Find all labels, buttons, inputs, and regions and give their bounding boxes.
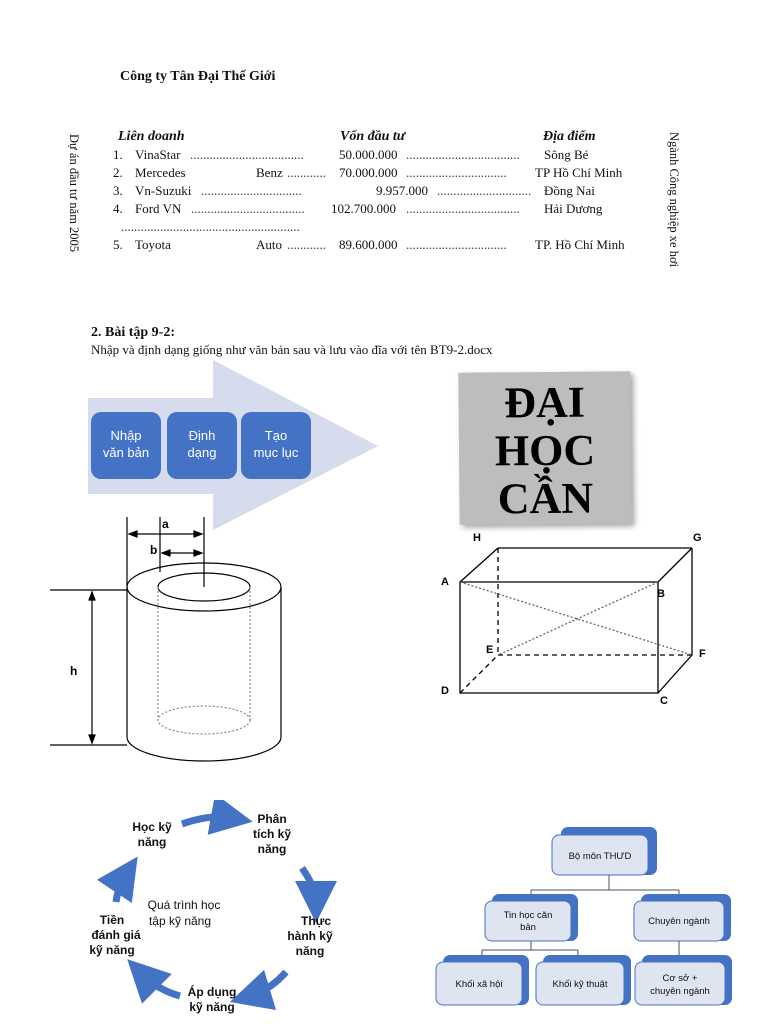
section-title: 2. Bài tập 9-2: — [91, 325, 175, 340]
table-row: 2. Mercedes Benz ............ 70.000.000 ............................... TP Hồ Chí Minh — [113, 165, 623, 180]
cycle-node-label: năng — [137, 835, 167, 849]
cycle-node-label: Áp dụng — [187, 985, 237, 999]
process-step-label: dạng — [187, 445, 217, 460]
row-name: VinaStar — [135, 147, 181, 162]
process-diagram — [88, 360, 418, 530]
org-node-label: bản — [520, 922, 536, 933]
org-node-label: Khối kỹ thuật — [552, 979, 608, 990]
cycle-node-label: Tiền — [99, 913, 125, 927]
row-capital: 50.000.000 — [339, 147, 398, 162]
row-place: Đồng Nai — [544, 183, 595, 198]
org-node-label: Bộ môn THƯD — [568, 851, 632, 862]
row-name-cont: Benz — [256, 165, 283, 180]
cycle-node-label: năng — [295, 944, 325, 958]
row-number: 5. — [113, 237, 123, 252]
wordart-line: HỌC — [494, 425, 596, 476]
row-name: Mercedes — [135, 165, 186, 180]
table-row: 3. Vn-Suzuki ............................... 9.957.000 ............................. Đồng Nai — [113, 183, 595, 198]
row-name: Vn-Suzuki — [135, 183, 192, 198]
side-text-right: Ngành Công nghiệp xe hơi — [667, 132, 681, 268]
wordart-line: CẦN — [497, 473, 594, 524]
process-step-3 — [241, 412, 311, 479]
row-number: 3. — [113, 183, 123, 198]
org-chart — [430, 820, 750, 1020]
vertex-C: C — [660, 695, 668, 707]
vertex-B: B — [657, 588, 665, 600]
org-node-label: Cơ sở + — [662, 973, 698, 984]
row-place: TP Hồ Chí Minh — [535, 165, 623, 180]
cycle-node-label: kỹ năng — [89, 943, 135, 957]
header-location: Địa điểm — [543, 129, 596, 144]
org-node-level3 — [536, 955, 631, 1005]
row-capital: 70.000.000 — [339, 165, 398, 180]
cycle-node-label: Phân — [257, 812, 287, 826]
org-node-label: Tin học căn — [503, 910, 553, 921]
cycle-arrow — [250, 972, 286, 996]
cycle-arrow — [182, 817, 232, 824]
cycle-arrow — [116, 874, 126, 902]
org-node-level3 — [635, 955, 732, 1005]
process-step-label: Tạo — [264, 428, 288, 443]
cycle-node-label: Thực — [300, 914, 332, 928]
header-capital: Vốn đầu tư — [340, 129, 406, 144]
cycle-node-label: đánh giá — [91, 928, 141, 942]
table-continuation: ....................................................... — [121, 219, 300, 234]
table-row: 5. Toyota Auto ............ 89.600.000 ............................... TP. Hồ Chí Minh — [113, 237, 625, 252]
cylinder-diagram — [50, 512, 350, 762]
table-row: 4. Ford VN ................................... 102.700.000 ................................... Hải Dương — [113, 201, 603, 216]
label-h: h — [70, 664, 78, 678]
process-step-label: văn bản — [102, 445, 150, 460]
vertex-E: E — [486, 644, 494, 656]
org-node-level3 — [436, 955, 529, 1005]
cycle-arrow — [302, 868, 316, 902]
label-a: a — [162, 517, 169, 531]
row-capital: 9.957.000 — [376, 183, 428, 198]
instruction-text: Nhập và định dạng giống như văn bản sau và lưu vào đĩa với tên BT9-2.docx — [91, 342, 493, 357]
row-name-cont: Auto — [256, 237, 282, 252]
org-node-level2 — [634, 894, 731, 941]
box-diagram — [430, 525, 720, 715]
cycle-center-label: Quá trình học — [147, 898, 221, 912]
process-step-label: Định — [188, 428, 216, 443]
cycle-node-label: hành kỹ — [287, 929, 333, 943]
org-node-root — [552, 827, 657, 875]
row-place: Sông Bé — [544, 147, 589, 162]
header-joint-venture: Liên doanh — [118, 129, 185, 144]
row-place: TP. Hồ Chí Minh — [535, 237, 625, 252]
org-node-label: Chuyên ngành — [648, 916, 710, 927]
side-text-left: Dự án đầu tư năm 2005 — [67, 134, 81, 253]
cycle-arrow — [142, 974, 180, 996]
cycle-node-label: kỹ năng — [189, 1000, 235, 1014]
cycle-node-label: tích kỹ — [252, 827, 292, 841]
vertex-H: H — [473, 532, 481, 544]
process-step-label: mục lục — [253, 445, 299, 460]
row-name: Ford VN — [135, 201, 182, 216]
table-row: 1. VinaStar ................................... 50.000.000 ................................... Sông Bé — [113, 147, 589, 162]
cycle-center-label: tập kỹ năng — [148, 914, 212, 928]
wordart-line: ĐẠI — [504, 377, 586, 428]
row-name: Toyota — [135, 237, 171, 252]
process-step-2 — [167, 412, 237, 479]
label-b: b — [150, 543, 158, 557]
process-step-label: Nhập — [110, 428, 142, 443]
row-capital: 89.600.000 — [339, 237, 398, 252]
cycle-diagram — [70, 800, 370, 1020]
vertex-D: D — [441, 685, 449, 697]
row-number: 4. — [113, 201, 123, 216]
wordart-box — [458, 371, 631, 524]
vertex-A: A — [441, 576, 449, 588]
row-capital: 102.700.000 — [331, 201, 396, 216]
org-node-label: chuyên ngành — [650, 986, 710, 997]
row-number: 2. — [113, 165, 123, 180]
org-node-label: Khối xã hội — [455, 979, 503, 990]
org-node-level2 — [485, 894, 578, 941]
company-name: Công ty Tân Đại Thế Giới — [120, 69, 276, 84]
row-number: 1. — [113, 147, 123, 162]
process-step-1 — [91, 412, 161, 479]
cycle-node-label: Học kỹ — [132, 820, 172, 834]
vertex-F: F — [699, 648, 706, 660]
cycle-node-label: năng — [257, 842, 287, 856]
vertex-G: G — [693, 532, 702, 544]
row-place: Hải Dương — [544, 201, 603, 216]
